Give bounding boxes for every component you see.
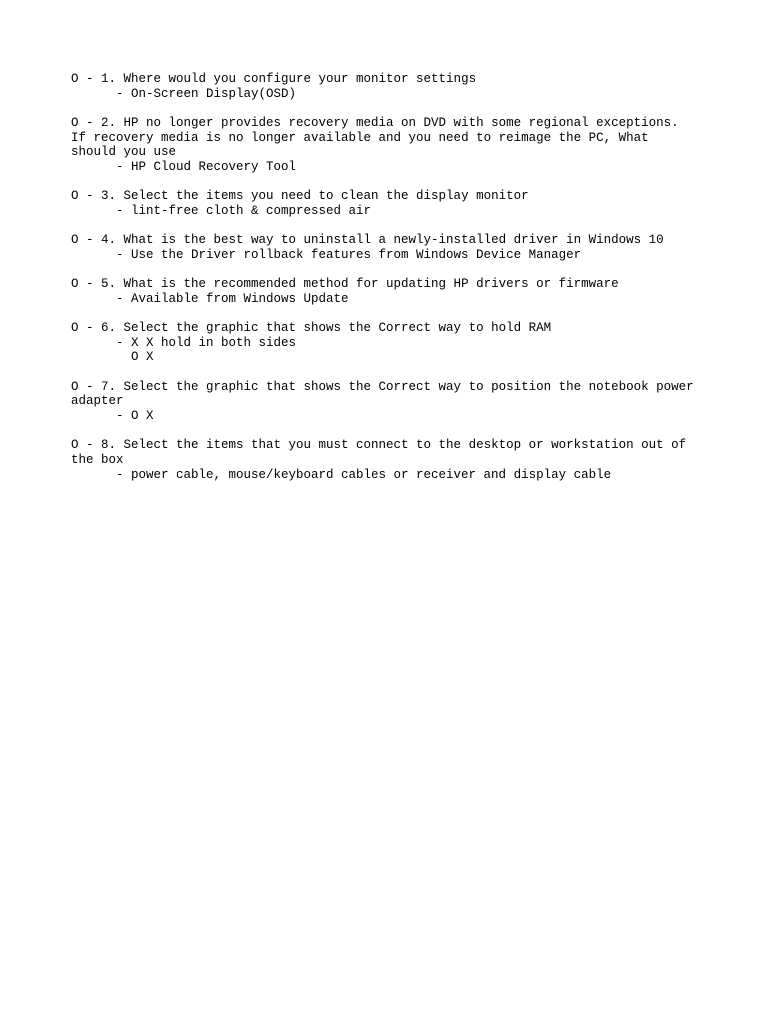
answer-line: - power cable, mouse/keyboard cables or receiver and display cable (116, 467, 612, 482)
question-line: O - 2. HP no longer provides recovery media on DVD with some regional exceptions. (71, 115, 679, 130)
question-line: O - 4. What is the best way to uninstall a newly-installed driver in Windows 10 (71, 233, 664, 248)
question-item-1 (71, 72, 711, 101)
question-line: O - 5. What is the recommended method for updating HP drivers or firmware (71, 277, 619, 292)
answer-line: - X X hold in both sides (116, 335, 297, 350)
answer-line: - On-Screen Display(OSD) (116, 86, 297, 101)
question-line: O - 1. Where would you configure your monitor settings (71, 72, 477, 86)
question-line: adapter (71, 394, 124, 409)
question-line: O - 7. Select the graphic that shows the Correct way to position the notebook power (71, 379, 694, 394)
answer-line: - Available from Windows Update (116, 291, 349, 306)
question-item-4 (71, 233, 711, 262)
answer-line: - HP Cloud Recovery Tool (116, 160, 297, 175)
question-line: O - 8. Select the items that you must connect to the desktop or workstation out of (71, 438, 687, 453)
sub-answer-line: O X (131, 350, 154, 365)
answer-line: - Use the Driver rollback features from Windows Device Manager (116, 247, 582, 262)
question-item-2 (71, 116, 711, 175)
answer-line: - O X (116, 408, 154, 423)
question-item-7 (71, 380, 711, 424)
question-item-6 (71, 321, 711, 365)
question-line: should you use (71, 145, 177, 160)
answer-line: - lint-free cloth & compressed air (116, 203, 372, 218)
question-line: the box (71, 452, 124, 467)
question-item-5 (71, 277, 711, 306)
question-line: If recovery media is no longer available and you need to reimage the PC, What (71, 130, 649, 145)
document-page (71, 72, 711, 497)
question-line: O - 3. Select the items you need to clean the display monitor (71, 189, 529, 204)
question-item-8 (71, 438, 711, 482)
question-line: O - 6. Select the graphic that shows the Correct way to hold RAM (71, 320, 552, 335)
question-item-3 (71, 189, 711, 218)
